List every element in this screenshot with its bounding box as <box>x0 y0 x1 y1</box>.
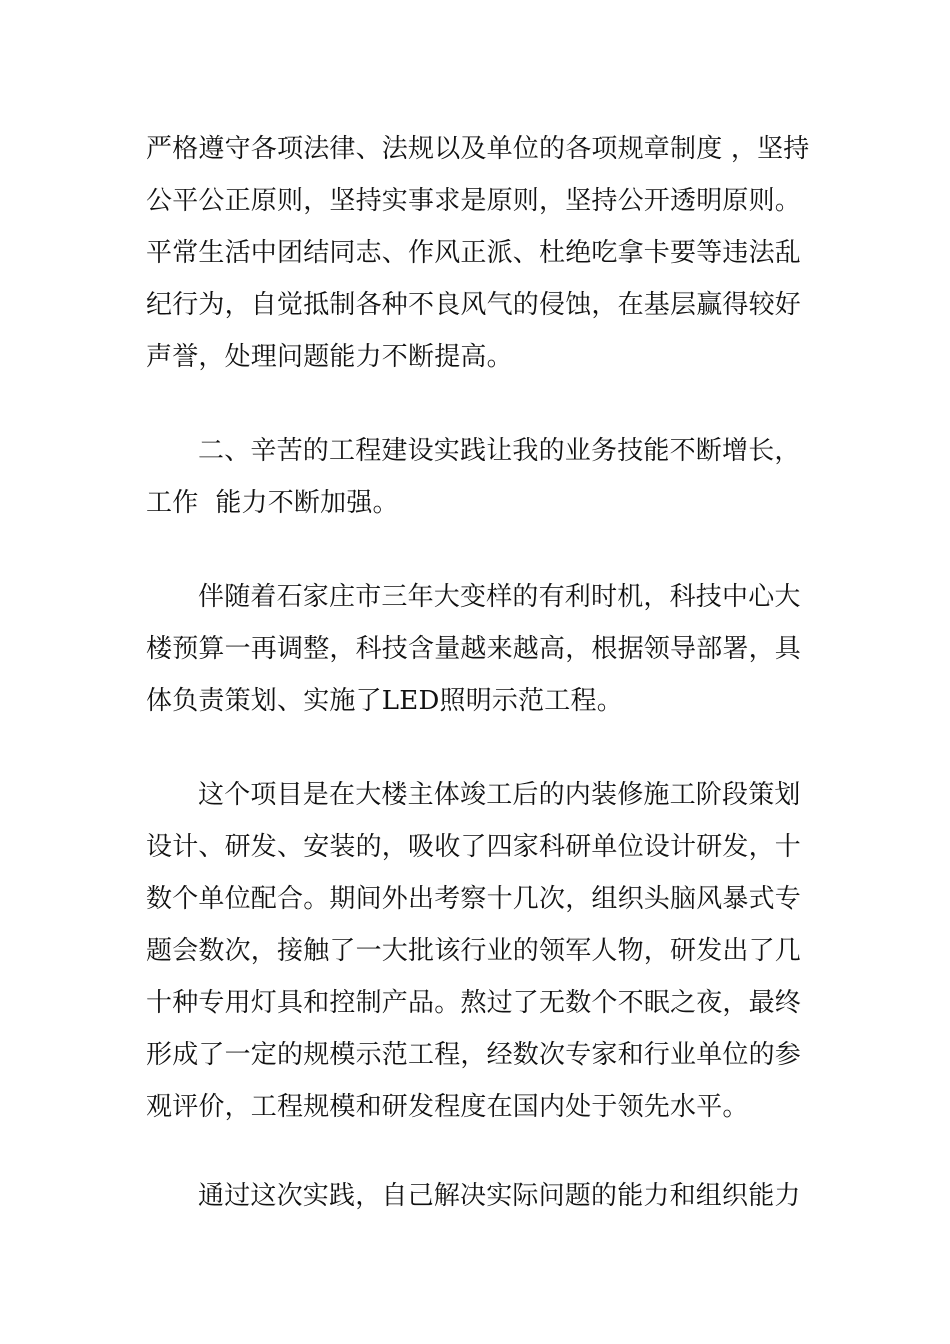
paragraph-line: 设计、研发、安装的，吸收了四家科研单位设计研发，十 <box>146 832 802 862</box>
paragraph-line: 这个项目是在大楼主体竣工后的内装修施工阶段策划 <box>198 780 801 810</box>
paragraph-line: 楼预算一再调整，科技含量越来越高，根据领导部署，具 <box>146 634 802 664</box>
paragraph-line: 伴随着石家庄市三年大变样的有利时机，科技中心大 <box>198 582 801 612</box>
paragraph-line: 严格遵守各项法律、法规以及单位的各项规章制度 ，坚持 <box>146 134 810 164</box>
paragraph-led-project-intro <box>146 571 816 727</box>
paragraph-line: 平常生活中团结同志、作风正派、杜绝吃拿卡要等违法乱 <box>146 238 802 268</box>
paragraph-line: 体负责策划、实施了LED照明示范工程。 <box>146 686 623 716</box>
section-heading-2 <box>146 425 816 529</box>
paragraph-line: 观评价，工程规模和研发程度在国内处于领先水平。 <box>146 1092 749 1122</box>
paragraph-line: 十种专用灯具和控制产品。熬过了无数个不眠之夜，最终 <box>146 988 802 1018</box>
paragraph-line: 纪行为，自觉抵制各种不良风气的侵蚀，在基层赢得较好 <box>146 290 802 320</box>
paragraph-project-details <box>146 769 816 1133</box>
paragraph-practice-result <box>146 1170 816 1222</box>
paragraph-line: 题会数次，接触了一大批该行业的领军人物，研发出了几 <box>146 936 802 966</box>
paragraph-discipline <box>146 123 816 383</box>
paragraph-line: 通过这次实践，自己解决实际问题的能力和组织能力 <box>198 1181 801 1211</box>
paragraph-line: 数个单位配合。期间外出考察十几次，组织头脑风暴式专 <box>146 884 802 914</box>
paragraph-line: 形成了一定的规模示范工程，经数次专家和行业单位的参 <box>146 1040 802 1070</box>
paragraph-line: 声誉，处理问题能力不断提高。 <box>146 342 513 372</box>
paragraph-line: 公平公正原则，坚持实事求是原则，坚持公开透明原则。 <box>146 186 802 216</box>
heading-line: 二、辛苦的工程建设实践让我的业务技能不断增长， <box>198 436 801 466</box>
heading-line: 工作 能力不断加强。 <box>146 488 399 518</box>
